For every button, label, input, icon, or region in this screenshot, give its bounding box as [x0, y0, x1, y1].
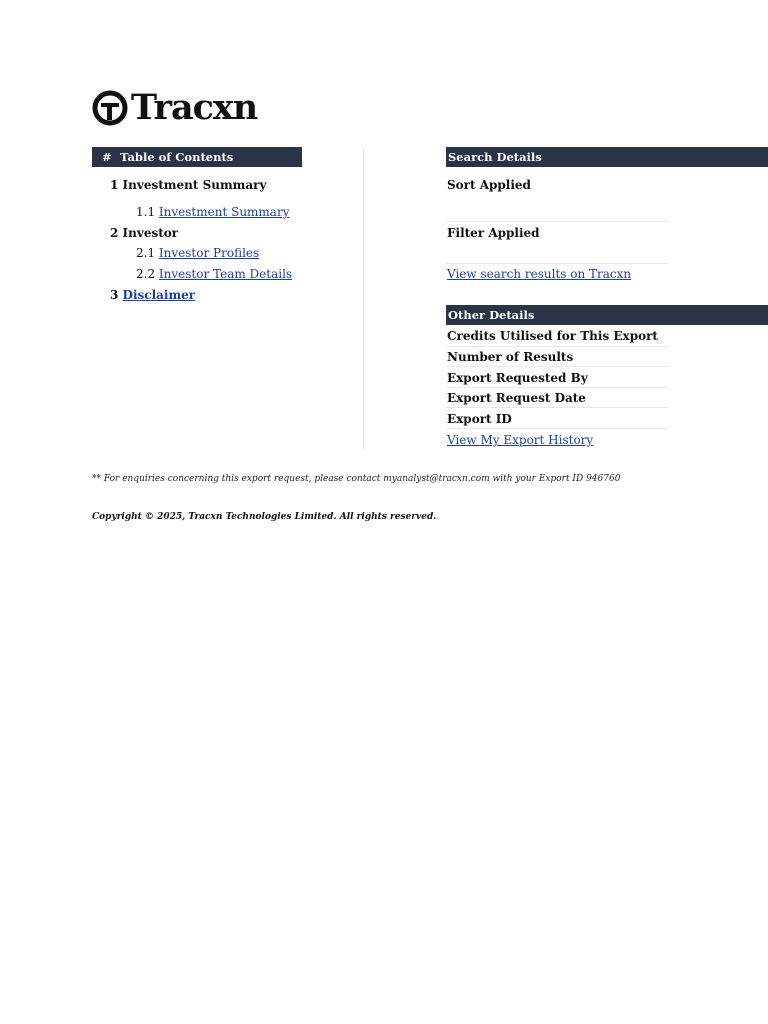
toc-item-number: 3	[110, 288, 119, 302]
toc-item-label: Investor	[122, 226, 179, 240]
view-export-history-link[interactable]: View My Export History	[447, 433, 594, 447]
number-of-results-label: Number of Results	[447, 350, 574, 364]
toc-item-number: 2.1	[136, 246, 156, 260]
sort-applied-label: Sort Applied	[447, 178, 531, 192]
toc-link-investor-team-details[interactable]: Investor Team Details	[158, 267, 293, 281]
export-request-date-label: Export Request Date	[447, 391, 586, 405]
divider	[446, 387, 668, 388]
toc-item-investment-summary	[110, 177, 266, 193]
toc-item-number: 2.2	[136, 267, 156, 281]
toc-item-investor-profiles	[136, 245, 259, 261]
tracxn-logo-icon	[92, 90, 128, 126]
toc-link-investor-profiles[interactable]: Investor Profiles	[158, 246, 260, 260]
other-details-header: Other Details	[446, 305, 768, 325]
divider	[446, 221, 668, 222]
divider	[446, 263, 668, 264]
toc-item-number: 1.1	[136, 205, 156, 219]
credits-utilised-label: Credits Utilised for This Export	[447, 329, 658, 343]
tracxn-logo	[92, 88, 257, 128]
column-divider	[363, 148, 364, 450]
divider	[446, 428, 668, 429]
toc-header-title: Table of Contents	[120, 150, 234, 164]
toc-item-disclaimer	[110, 287, 195, 303]
toc-header-hash: #	[102, 150, 112, 164]
divider	[446, 346, 668, 347]
filter-applied-label: Filter Applied	[447, 226, 540, 240]
toc-item-investment-summary-sub	[136, 204, 289, 220]
enquiry-note: ** For enquiries concerning this export request, please contact myanalyst@tracxn.com with your Export ID 946760	[92, 474, 621, 484]
logo-text: Tracxn	[131, 87, 258, 128]
toc-link-investment-summary[interactable]: Investment Summary	[158, 205, 290, 219]
divider	[446, 366, 668, 367]
toc-header	[92, 147, 302, 167]
toc-item-investor-team-details	[136, 266, 292, 282]
toc-item-number: 1	[110, 178, 119, 192]
view-search-results-link[interactable]: View search results on Tracxn	[447, 267, 632, 281]
export-id-label: Export ID	[447, 412, 512, 426]
toc-item-label: Investment Summary	[122, 178, 267, 192]
toc-item-investor	[110, 225, 178, 241]
export-requested-by-label: Export Requested By	[447, 371, 588, 385]
divider	[446, 407, 668, 408]
search-details-header: Search Details	[446, 147, 768, 167]
toc-item-number: 2	[110, 226, 119, 240]
toc-link-disclaimer[interactable]: Disclaimer	[122, 288, 196, 302]
copyright-text: Copyright © 2025, Tracxn Technologies Limited. All rights reserved.	[92, 512, 437, 522]
